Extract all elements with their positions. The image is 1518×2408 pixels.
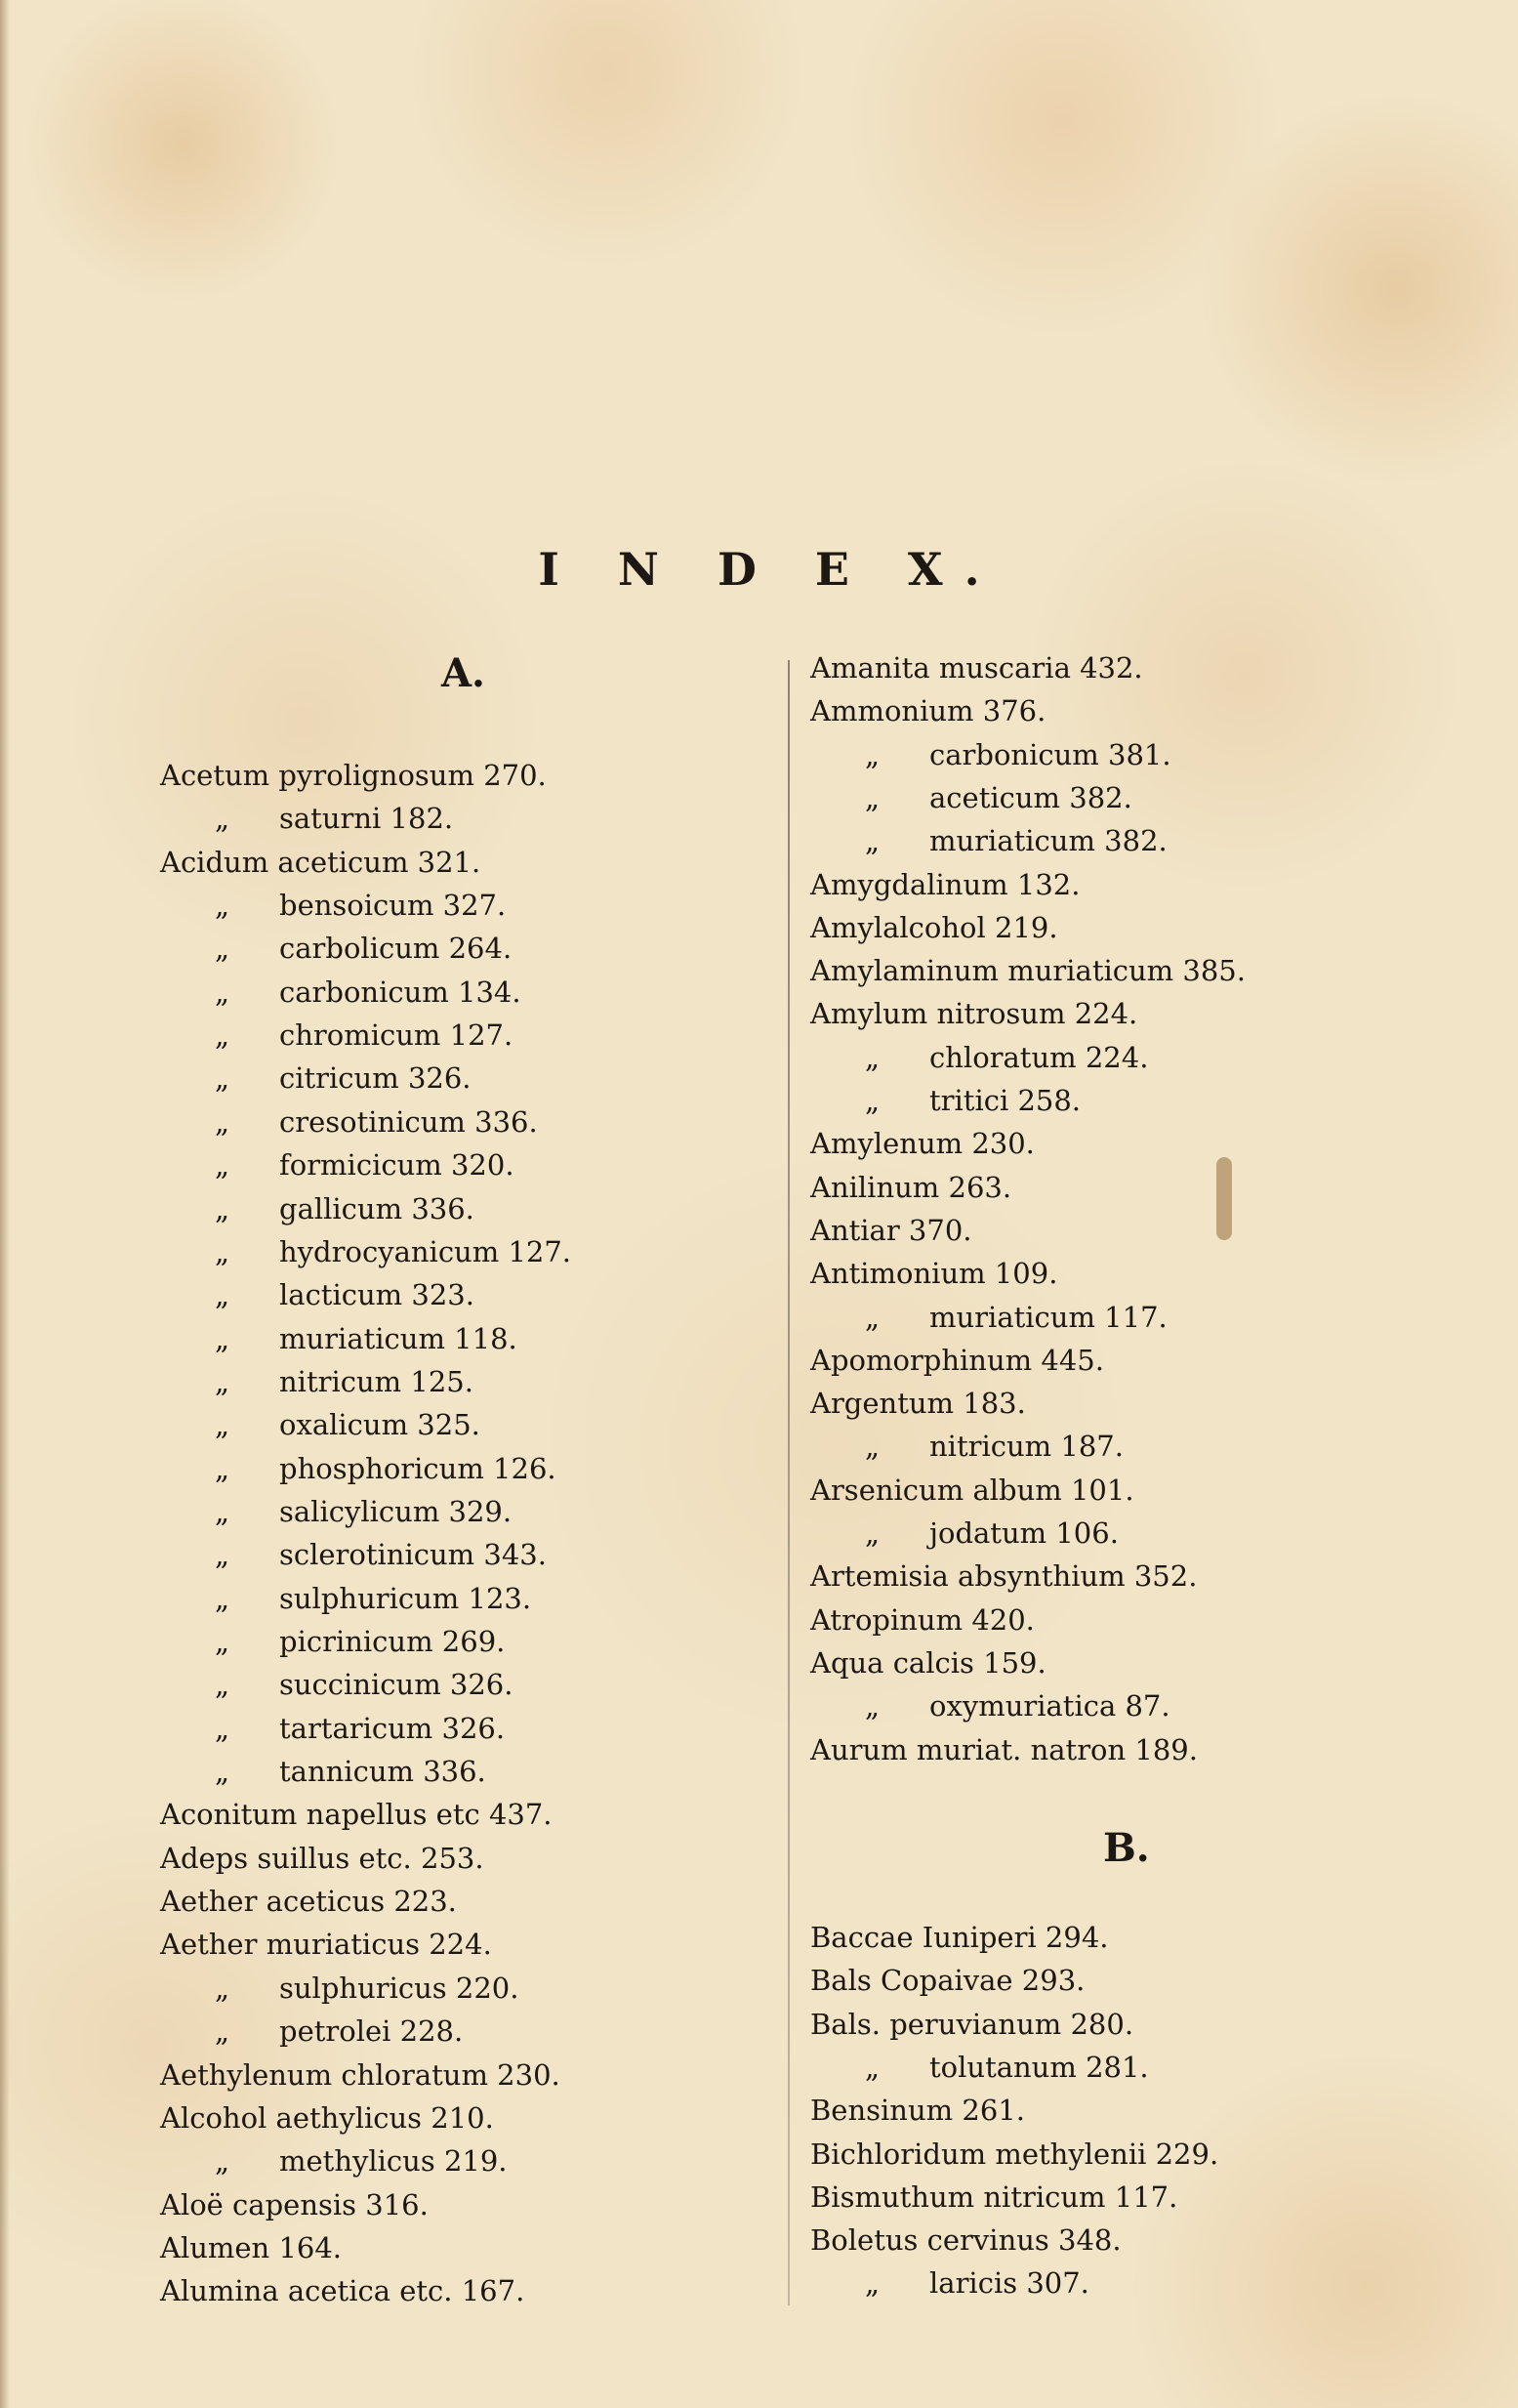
entry-text: petrolei 228. bbox=[279, 2014, 464, 2049]
entry-text: Acidum aceticum 321. bbox=[160, 845, 481, 879]
page-edge-shadow bbox=[0, 0, 10, 2408]
index-entry bbox=[810, 1209, 972, 1252]
paper-stain bbox=[1216, 1157, 1232, 1240]
index-subentry bbox=[865, 2046, 1149, 2089]
index-entry bbox=[810, 1469, 1134, 1512]
ditto-mark: „ bbox=[865, 2050, 881, 2084]
index-entry bbox=[160, 1793, 553, 1836]
ditto-mark: „ bbox=[215, 1625, 230, 1658]
index-subentry bbox=[215, 1967, 518, 2010]
ditto-mark: „ bbox=[215, 1191, 230, 1225]
entry-text: muriaticum 118. bbox=[279, 1321, 517, 1355]
entry-text: carbonicum 134. bbox=[279, 975, 521, 1009]
entry-text: formicicum 320. bbox=[279, 1148, 514, 1183]
entry-text: sulphuricum 123. bbox=[279, 1581, 532, 1615]
index-entry bbox=[810, 1728, 1198, 1771]
entry-text: picrinicum 269. bbox=[279, 1625, 506, 1658]
entry-text: hydrocyanicum 127. bbox=[279, 1234, 572, 1268]
index-subentry bbox=[865, 1296, 1168, 1339]
entry-text: chloratum 224. bbox=[929, 1040, 1149, 1074]
index-entry bbox=[810, 2003, 1133, 2046]
entry-text: Amygdalinum 132. bbox=[810, 867, 1081, 901]
index-entry bbox=[160, 1923, 492, 1966]
index-subentry bbox=[865, 1684, 1170, 1727]
ditto-mark: „ bbox=[215, 802, 230, 836]
index-entry bbox=[810, 689, 1046, 732]
index-subentry bbox=[215, 1014, 513, 1057]
index-entry bbox=[810, 1916, 1109, 1959]
ditto-mark: „ bbox=[215, 1408, 230, 1442]
entry-text: Amanita muscaria 432. bbox=[810, 651, 1143, 685]
ditto-mark: „ bbox=[215, 1234, 230, 1268]
ditto-mark: „ bbox=[215, 1061, 230, 1096]
entry-text: Arsenicum album 101. bbox=[810, 1473, 1134, 1507]
ditto-mark: „ bbox=[215, 1321, 230, 1355]
entry-text: Aconitum napellus etc 437. bbox=[160, 1798, 553, 1832]
entry-text: Apomorphinum 445. bbox=[810, 1343, 1104, 1377]
index-entry bbox=[810, 1555, 1197, 1598]
entry-text: Aether muriaticus 224. bbox=[160, 1928, 492, 1962]
entry-text: saturni 182. bbox=[279, 802, 454, 836]
entry-text: Bismuthum nitricum 117. bbox=[810, 2180, 1178, 2214]
entry-text: laricis 307. bbox=[929, 2266, 1089, 2301]
index-subentry bbox=[865, 1036, 1148, 1079]
ditto-mark: „ bbox=[215, 889, 230, 923]
ditto-mark: „ bbox=[215, 1581, 230, 1615]
ditto-mark: „ bbox=[215, 1364, 230, 1398]
index-subentry bbox=[215, 1663, 513, 1706]
ditto-mark: „ bbox=[215, 1971, 230, 2005]
index-subentry bbox=[215, 1360, 473, 1403]
index-entry bbox=[810, 1166, 1011, 1209]
entry-text: Acetum pyrolignosum 270. bbox=[160, 759, 547, 792]
entry-text: Aurum muriat. natron 189. bbox=[810, 1732, 1198, 1766]
index-subentry bbox=[215, 1317, 517, 1360]
ditto-mark: „ bbox=[215, 1148, 230, 1183]
entry-text: aceticum 382. bbox=[929, 780, 1132, 814]
entry-text: Antimonium 109. bbox=[810, 1257, 1058, 1291]
index-entry bbox=[810, 646, 1143, 689]
entry-text: chromicum 127. bbox=[279, 1018, 513, 1053]
index-entry bbox=[810, 1598, 1035, 1641]
index-subentry bbox=[215, 1143, 514, 1186]
index-entry bbox=[810, 2219, 1122, 2262]
entry-text: Boletus cervinus 348. bbox=[810, 2223, 1122, 2258]
ditto-mark: „ bbox=[215, 1018, 230, 1053]
ditto-mark: „ bbox=[215, 1668, 230, 1702]
index-subentry bbox=[865, 1425, 1124, 1468]
entry-text: Alcohol aethylicus 210. bbox=[160, 2100, 494, 2135]
entry-text: jodatum 106. bbox=[929, 1516, 1119, 1550]
entry-text: sulphuricus 220. bbox=[279, 1971, 519, 2005]
index-subentry bbox=[215, 1273, 474, 1316]
index-subentry bbox=[865, 819, 1168, 862]
entry-text: lacticum 323. bbox=[279, 1278, 474, 1312]
ditto-mark: „ bbox=[865, 737, 881, 771]
section-heading-b: B. bbox=[1103, 1825, 1150, 1871]
entry-text: Bals. peruvianum 280. bbox=[810, 2007, 1134, 2041]
index-entry bbox=[810, 949, 1246, 992]
ditto-mark: „ bbox=[865, 1300, 881, 1334]
entry-text: Aloë capensis 316. bbox=[160, 2187, 429, 2221]
entry-text: carbolicum 264. bbox=[279, 932, 513, 966]
index-subentry bbox=[865, 776, 1132, 819]
ditto-mark: „ bbox=[215, 2014, 230, 2049]
index-entry bbox=[810, 1339, 1104, 1382]
index-entry bbox=[810, 1382, 1026, 1425]
index-subentry bbox=[865, 1079, 1081, 1122]
index-entry bbox=[160, 2269, 524, 2312]
entry-text: methylicus 219. bbox=[279, 2144, 508, 2179]
ditto-mark: „ bbox=[215, 1278, 230, 1312]
entry-text: muriaticum 117. bbox=[929, 1300, 1168, 1334]
index-entry bbox=[810, 2089, 1025, 2132]
entry-text: Bensinum 261. bbox=[810, 2094, 1025, 2128]
index-entry bbox=[810, 906, 1058, 949]
ditto-mark: „ bbox=[215, 1104, 230, 1139]
ditto-mark: „ bbox=[215, 1711, 230, 1745]
entry-text: Aether aceticus 223. bbox=[160, 1885, 457, 1919]
index-subentry bbox=[215, 1100, 538, 1143]
entry-text: muriaticum 382. bbox=[929, 824, 1168, 858]
index-entry bbox=[160, 1837, 484, 1880]
index-entry bbox=[810, 1122, 1035, 1165]
index-entry bbox=[160, 2097, 494, 2139]
entry-text: Atropinum 420. bbox=[810, 1602, 1035, 1637]
column-divider bbox=[788, 660, 790, 2305]
index-subentry bbox=[215, 2139, 508, 2182]
index-entry bbox=[810, 2133, 1218, 2176]
section-heading-a: A. bbox=[441, 650, 485, 696]
index-subentry bbox=[215, 1577, 531, 1620]
index-subentry bbox=[865, 2262, 1089, 2304]
entry-text: bensoicum 327. bbox=[279, 889, 507, 923]
ditto-mark: „ bbox=[215, 2144, 230, 2179]
index-subentry bbox=[215, 1620, 505, 1663]
entry-text: Anilinum 263. bbox=[810, 1170, 1012, 1204]
entry-text: oxymuriatica 87. bbox=[929, 1689, 1170, 1723]
entry-text: Antiar 370. bbox=[810, 1213, 972, 1247]
ditto-mark: „ bbox=[215, 1538, 230, 1572]
index-entry bbox=[810, 2176, 1177, 2219]
ditto-mark: „ bbox=[865, 2266, 881, 2301]
entry-text: Amylenum 230. bbox=[810, 1127, 1035, 1161]
index-subentry bbox=[215, 1187, 474, 1230]
index-subentry bbox=[215, 2010, 463, 2053]
page-title: I N D E X. bbox=[538, 543, 1002, 596]
ditto-mark: „ bbox=[865, 1084, 881, 1117]
entry-text: Baccae Iuniperi 294. bbox=[810, 1921, 1109, 1954]
ditto-mark: „ bbox=[865, 1516, 881, 1550]
entry-text: tolutanum 281. bbox=[929, 2050, 1149, 2084]
index-subentry bbox=[215, 1490, 512, 1533]
ditto-mark: „ bbox=[865, 780, 881, 814]
ditto-mark: „ bbox=[215, 1755, 230, 1789]
index-subentry bbox=[215, 971, 521, 1014]
entry-text: Amylaminum muriaticum 385. bbox=[810, 954, 1246, 988]
entry-text: Argentum 183. bbox=[810, 1387, 1026, 1421]
entry-text: tartaricum 326. bbox=[279, 1711, 506, 1745]
entry-text: Adeps suillus etc. 253. bbox=[160, 1841, 484, 1875]
entry-text: nitricum 125. bbox=[279, 1364, 473, 1398]
index-subentry bbox=[215, 1230, 571, 1273]
index-subentry bbox=[215, 797, 453, 840]
index-entry bbox=[810, 863, 1080, 906]
index-entry bbox=[160, 1880, 457, 1923]
ditto-mark: „ bbox=[215, 1494, 230, 1528]
index-subentry bbox=[215, 1447, 556, 1490]
index-subentry bbox=[215, 884, 506, 927]
index-subentry bbox=[215, 1533, 547, 1576]
entry-text: Aqua calcis 159. bbox=[810, 1645, 1046, 1680]
index-entry bbox=[160, 2226, 342, 2269]
index-entry bbox=[160, 754, 547, 797]
ditto-mark: „ bbox=[215, 975, 230, 1009]
entry-text: gallicum 336. bbox=[279, 1191, 474, 1225]
entry-text: Alumina acetica etc. 167. bbox=[160, 2274, 525, 2308]
index-entry bbox=[810, 1959, 1085, 2002]
entry-text: Bichloridum methylenii 229. bbox=[810, 2137, 1219, 2171]
index-subentry bbox=[215, 1707, 505, 1750]
ditto-mark: „ bbox=[865, 824, 881, 858]
index-entry bbox=[810, 1641, 1046, 1684]
ditto-mark: „ bbox=[215, 932, 230, 966]
index-subentry bbox=[865, 733, 1171, 776]
entry-text: Bals Copaivae 293. bbox=[810, 1964, 1086, 1998]
ditto-mark: „ bbox=[865, 1430, 881, 1464]
index-entry bbox=[160, 841, 480, 884]
index-entry bbox=[810, 1252, 1057, 1295]
entry-text: Amylalcohol 219. bbox=[810, 910, 1058, 944]
index-subentry bbox=[215, 927, 512, 970]
index-subentry bbox=[865, 1512, 1119, 1555]
ditto-mark: „ bbox=[865, 1040, 881, 1074]
entry-text: phosphoricum 126. bbox=[279, 1451, 556, 1485]
entry-text: Amylum nitrosum 224. bbox=[810, 997, 1138, 1031]
entry-text: sclerotinicum 343. bbox=[279, 1538, 547, 1572]
entry-text: Ammonium 376. bbox=[810, 694, 1046, 728]
ditto-mark: „ bbox=[865, 1689, 881, 1723]
entry-text: tannicum 336. bbox=[279, 1755, 486, 1789]
entry-text: Alumen 164. bbox=[160, 2230, 343, 2264]
entry-text: citricum 326. bbox=[279, 1061, 472, 1096]
index-subentry bbox=[215, 1403, 480, 1446]
entry-text: succinicum 326. bbox=[279, 1668, 513, 1702]
index-entry bbox=[810, 992, 1137, 1035]
entry-text: carbonicum 381. bbox=[929, 737, 1171, 771]
entry-text: nitricum 187. bbox=[929, 1430, 1124, 1464]
index-entry bbox=[160, 2183, 429, 2226]
entry-text: cresotinicum 336. bbox=[279, 1104, 538, 1139]
entry-text: salicylicum 329. bbox=[279, 1494, 513, 1528]
entry-text: Aethylenum chloratum 230. bbox=[160, 2057, 560, 2092]
entry-text: Artemisia absynthium 352. bbox=[810, 1559, 1198, 1594]
entry-text: oxalicum 325. bbox=[279, 1408, 480, 1442]
index-subentry bbox=[215, 1057, 472, 1100]
index-subentry bbox=[215, 1750, 486, 1793]
ditto-mark: „ bbox=[215, 1451, 230, 1485]
index-entry bbox=[160, 2054, 560, 2097]
entry-text: tritici 258. bbox=[929, 1084, 1082, 1117]
